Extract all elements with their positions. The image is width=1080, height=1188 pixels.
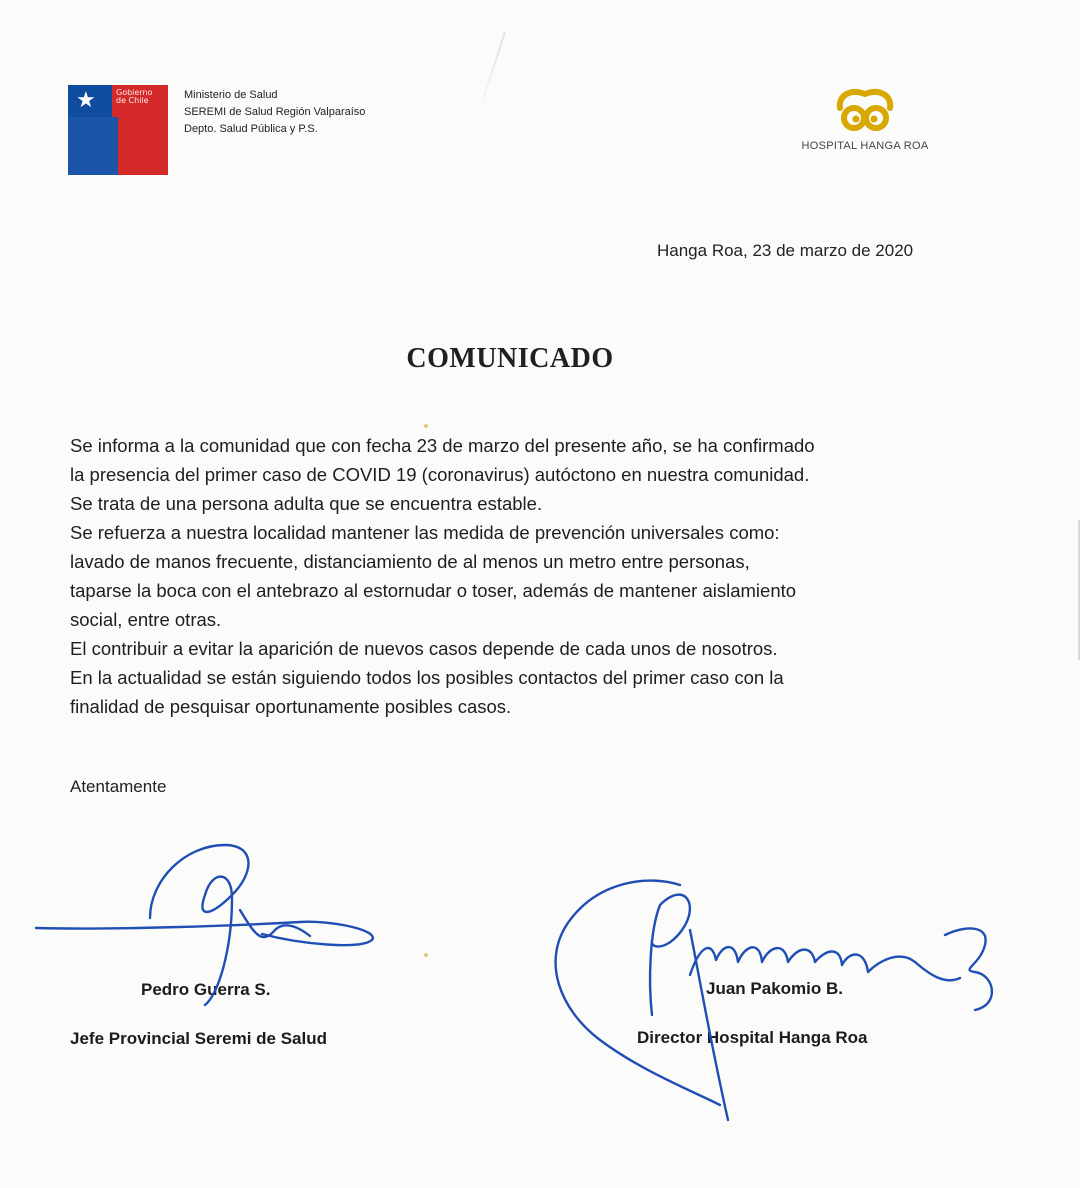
signatory-name-1: Pedro Guerra S. (141, 980, 271, 999)
ministry-line: Ministerio de Salud (184, 89, 278, 101)
body-line: lavado de manos frecuente, distanciamiento de al menos un metro entre personas, (70, 551, 750, 572)
body-line: la presencia del primer caso de COVID 19 (coronavirus) autóctono en nuestra comunidad. (70, 464, 810, 485)
scan-speck (424, 953, 428, 957)
star-icon: ★ (76, 87, 96, 112)
ministry-block (184, 87, 365, 138)
communique-body (70, 431, 970, 721)
scan-speck (424, 424, 428, 428)
body-line: finalidad de pesquisar oportunamente posibles casos. (70, 696, 512, 717)
body-line: El contribuir a evitar la aparición de nuevos casos depende de cada unos de nosotros. (70, 638, 778, 659)
body-line: taparse la boca con el antebrazo al estornudar o toser, además de mantener aislamiento (70, 580, 797, 601)
scan-artifact (476, 32, 506, 118)
gobierno-de-chile-logo (68, 85, 168, 175)
ministry-line: SEREMI de Salud Región Valparaíso (184, 106, 366, 118)
body-line: social, entre otras. (70, 609, 222, 630)
hospital-emblem-icon (832, 88, 898, 138)
signature-juan-pakomio (556, 881, 720, 1105)
hospital-name: HOSPITAL HANGA ROA (801, 140, 929, 152)
gobierno-logo-text: Gobierno de Chile (116, 88, 153, 105)
signatory-role-1: Jefe Provincial Seremi de Salud (70, 1029, 328, 1048)
closing-salutation: Atentamente (70, 777, 167, 796)
ministry-line: Depto. Salud Pública y P.S. (184, 123, 318, 135)
signatory-name-2: Juan Pakomio B. (706, 979, 843, 998)
signature-pedro-guerra (36, 922, 373, 945)
body-line: Se refuerza a nuestra localidad mantener las medida de prevención universales como: (70, 522, 780, 543)
body-line: Se trata de una persona adulta que se encuentra estable. (70, 493, 543, 514)
document-title: COMUNICADO (406, 343, 614, 374)
signatory-role-2: Director Hospital Hanga Roa (637, 1028, 868, 1047)
document-date: Hanga Roa, 23 de marzo de 2020 (657, 241, 914, 260)
body-line: Se informa a la comunidad que con fecha 23 de marzo del presente año, se ha confirmado (70, 435, 815, 456)
hospital-hanga-roa-logo (790, 88, 940, 168)
body-line: En la actualidad se están siguiendo todos los posibles contactos del primer caso con la (70, 667, 784, 688)
